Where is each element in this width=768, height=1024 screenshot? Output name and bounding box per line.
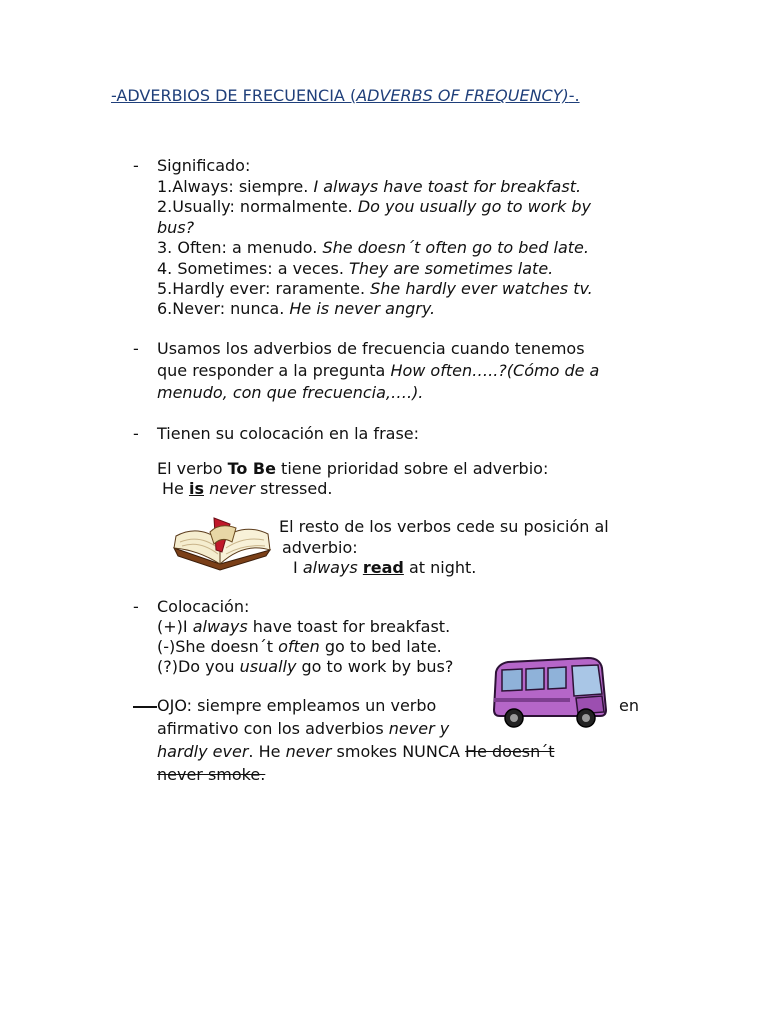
list-item: 1.Always: siempre. I always have toast for breakfast.: [157, 177, 582, 196]
bullet-dash: -: [133, 424, 139, 443]
bullet-dash: -: [133, 156, 139, 175]
list-item: 2.Usually: normalmente. Do you usually go to work by: [157, 197, 592, 216]
paragraph-line: never smoke.: [157, 765, 266, 784]
list-item: 6.Never: nunca. He is never angry.: [157, 299, 436, 318]
paragraph-line: hardly ever. He never smokes NUNCA He doesn´t: [157, 742, 555, 761]
list-item-continuation: bus?: [157, 218, 195, 237]
example-sentence: (+)I always have toast for breakfast.: [157, 617, 451, 636]
strike-dash: [133, 706, 157, 708]
paragraph-line: El resto de los verbos cede su posición al: [279, 517, 609, 536]
paragraph-line: que responder a la pregunta How often…..?(Cómo de a: [157, 361, 600, 380]
paragraph-line: afirmativo con los adverbios never y: [157, 719, 450, 738]
paragraph-line: El verbo To Be tiene prioridad sobre el adverbio:: [157, 459, 549, 478]
bullet-dash: -: [133, 339, 139, 358]
page-title: -ADVERBIOS DE FRECUENCIA (ADVERBS OF FREQUENCY)-.: [111, 86, 580, 105]
example-sentence: (?)Do you usually go to work by bus?: [157, 657, 454, 676]
section-heading-colocacion-frase: Tienen su colocación en la frase:: [157, 424, 420, 443]
paragraph-line: OJO: siempre empleamos un verbo: [157, 696, 437, 715]
paragraph-line: menudo, con que frecuencia,….).: [157, 383, 424, 402]
bus-icon: [492, 654, 610, 730]
paragraph-line: adverbio:: [282, 538, 358, 557]
section-heading-colocacion: Colocación:: [157, 597, 250, 616]
paragraph-line: Usamos los adverbios de frecuencia cuando tenemos: [157, 339, 585, 358]
list-item: 4. Sometimes: a veces. They are sometimes late.: [157, 259, 554, 278]
list-item: 3. Often: a menudo. She doesn´t often go to bed late.: [157, 238, 589, 257]
book-icon: [170, 512, 274, 572]
example-sentence: He is never stressed.: [162, 479, 333, 498]
bullet-dash: -: [133, 597, 139, 616]
example-sentence: I always read at night.: [293, 558, 477, 577]
list-item: 5.Hardly ever: raramente. She hardly ever watches tv.: [157, 279, 593, 298]
section-heading-significado: Significado:: [157, 156, 251, 175]
paragraph-line: en: [619, 696, 639, 715]
example-sentence: (-)She doesn´t often go to bed late.: [157, 637, 442, 656]
